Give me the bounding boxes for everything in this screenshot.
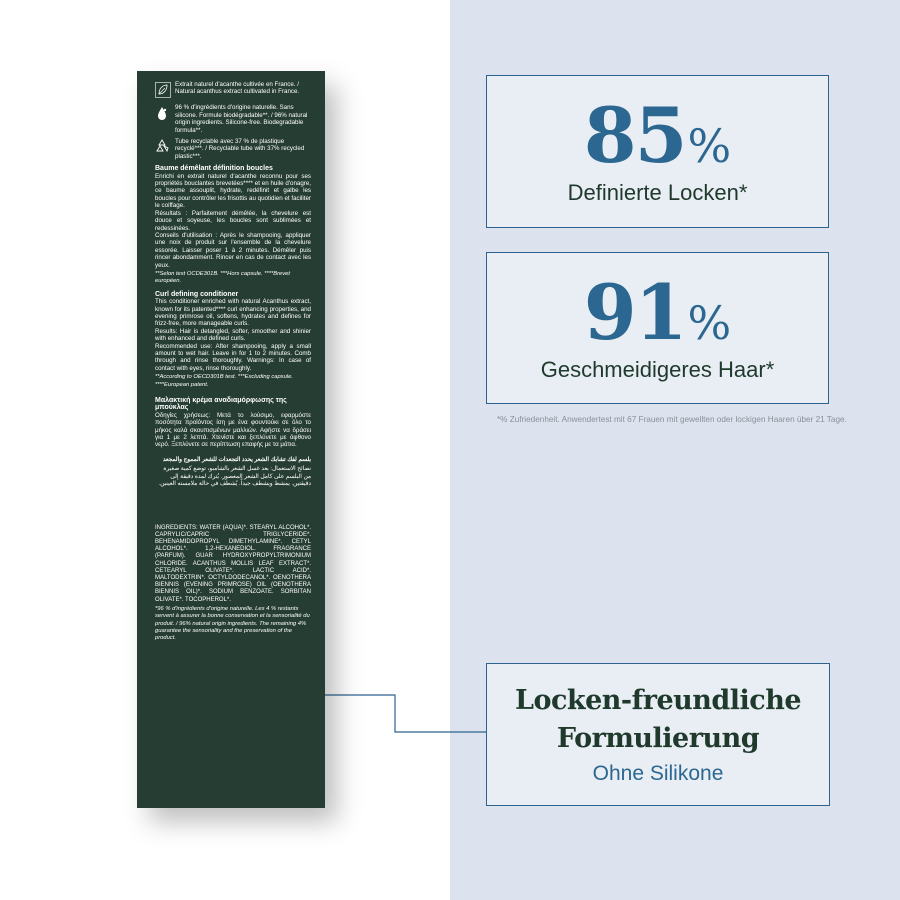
ingredients-note: *96 % d'ingrédients d'origine naturelle. Les 4 % restants servent à assurer la bonne conservation et la sensorialité du produit. / 96% natural origin ingredients. The remaining 4% guarantee the sensoriality and the preservation of the product. — [155, 605, 310, 642]
feature-title — [487, 682, 829, 758]
english-title: Curl defining conditioner — [155, 290, 239, 298]
feature-subtitle: Ohne Silikone — [592, 762, 724, 785]
percent-sign: % — [687, 296, 732, 350]
package-claim — [155, 81, 311, 100]
arabic-title: بلسم لفك تشابك الشعر يحدد التجعدات للشعر المموج والمجعد — [162, 456, 311, 463]
greek-title: Μαλακτική κρέμα αναδιαμόρφωσης της μπούκλας — [155, 397, 287, 412]
stat-value — [487, 91, 828, 180]
ingredients-list: INGREDIENTS: WATER (AQUA)*. STEARYL ALCOHOL*. CAPRYLIC/CAPRIC TRIGLYCERIDE*. BEHENAMIDOPROPYL DIMETHYLAMINE*. CETYL ALCOHOL*. 1,2-HEXANEDIOL. FRAGRANCE (PARFUM). GUAR HYDROXYPROPYLTRIMONIUM CHLORIDE. ACANTHUS MOLLIS LEAF EXTRACT*. CETEARYL OLIVATE*. LACTIC ACID*. MALTODEXTRIN*. OCTYLDODECANOL*. OENOTHERA BIENNIS (EVENING PRIMROSE) OIL (OENOTHERA BIENNIS OIL)*. SODIUM BENZOATE. SORBITAN OLIVATE*. TOCOPHEROL*. — [155, 524, 311, 603]
product-package — [137, 71, 325, 808]
english-note: **According to OECD301B test. ***Excluding capsule. ****European patent. — [155, 374, 293, 388]
stat-value — [487, 268, 828, 357]
connector-line — [320, 684, 490, 744]
recycle-icon — [155, 139, 175, 155]
greek-body: Οδηγίες χρήσεως: Μετά το λούσιμο, εφαρμόστε ποσότητα προϊόντος ίση με ένα φουντούκι σε όλο το μήκος καλά σκουπισμένων μαλλιών. Αφήστε να δράσει για 1 με 2 λεπτά. Χτενίστε και ξεπλύνετε με άφθονο νερό. Ξεπλύνετε σε περίπτωση επαφής με τα μάτια. — [155, 411, 311, 449]
stat-box-curls — [486, 75, 829, 228]
french-body: Enrichi en extrait naturel d'acanthe reconnu pour ses propriétés bouclantes brevetées**** et en huile d'onagre, ce baume assouplit, hydrate, redéfinit et galbe les boucles pour contrôler les frisottis au quotidien et faciliter le coiffage. — [155, 172, 311, 210]
feature-title-line2: Formulierung — [556, 723, 760, 754]
stat-number: 91 — [583, 268, 686, 357]
english-results: Results: Hair is detangled, softer, smoother and shinier with enhanced and defined curls. — [155, 327, 311, 343]
english-usage: Recommended use: After shampooing, apply a small amount to wet hair. Leave in for 1 to 2 minutes. Comb through and rinse thoroughly. Warnings: In case of contact with eyes, rinse thoroughly. — [155, 342, 311, 372]
package-claim-text: Extrait naturel d'acanthe cultivée en France. / Natural acanthus extract cultivated in France. — [175, 81, 300, 96]
french-title: Baume démêlant définition boucles — [155, 165, 273, 173]
arabic-body: نصائح الاستعمال: بعد غسل الشعر بالشامبو، توضع كمية صغيرة من البلسم على كامل الشعر المعصور. يُترك لمدة دقيقة إلى دقيقتين. يمشط ويشطف جيداً. يُشطف في حالة ملامسته العينين. — [158, 466, 311, 488]
stat-number: 85 — [583, 91, 686, 180]
package-claim — [155, 138, 311, 160]
english-body: This conditioner enriched with natural Acanthus extract, known for its patented**** curl enhancing properties, and evening primrose oil, softens, hydrates and defines for frizz-free, more manageable curls. — [155, 298, 311, 328]
percent-sign: % — [687, 119, 732, 173]
french-results: Résultats : Parfaitement démêlée, la chevelure est douce et soyeuse, les boucles sont sublimées et redessinées. — [155, 209, 311, 232]
stat-label: Definierte Locken* — [567, 180, 748, 205]
study-footnote: *% Zufriedenheit. Anwendertest mit 67 Frauen mit gewellten oder lockigen Haaren über 21 Tage. — [497, 415, 847, 424]
french-note: **Selon test OCDE301B. ***Hors capsule. ****Brevet européen. — [155, 270, 291, 285]
package-claim — [155, 104, 311, 134]
package-claim-text: 96 % d'ingrédients d'origine naturelle. Sans silicone. Formule biodégradable**. / 96% natural origin ingredients. Silicone-free. Biodegradable formula**. — [175, 104, 308, 134]
leaf-icon — [155, 82, 175, 100]
stat-label: Geschmeidigeres Haar* — [540, 357, 775, 382]
drop-icon — [155, 105, 175, 123]
feature-title-line1: Locken-freundliche — [514, 685, 802, 716]
french-usage: Conseils d'utilisation : Après le shampooing, appliquer une noix de produit sur l'ensemble de la chevelure essorée. Laisser poser 1 à 2 minutes. Démêler puis rincer abondamment. Rincer en cas de contact avec les yeux. — [155, 231, 311, 269]
package-claim-text: Tube recyclable avec 37 % de plastique recyclé***. / Recyclable tube with 37% recycled plastic***. — [175, 138, 305, 160]
stat-box-smoothness — [486, 252, 829, 404]
feature-box-formulation — [486, 663, 830, 806]
